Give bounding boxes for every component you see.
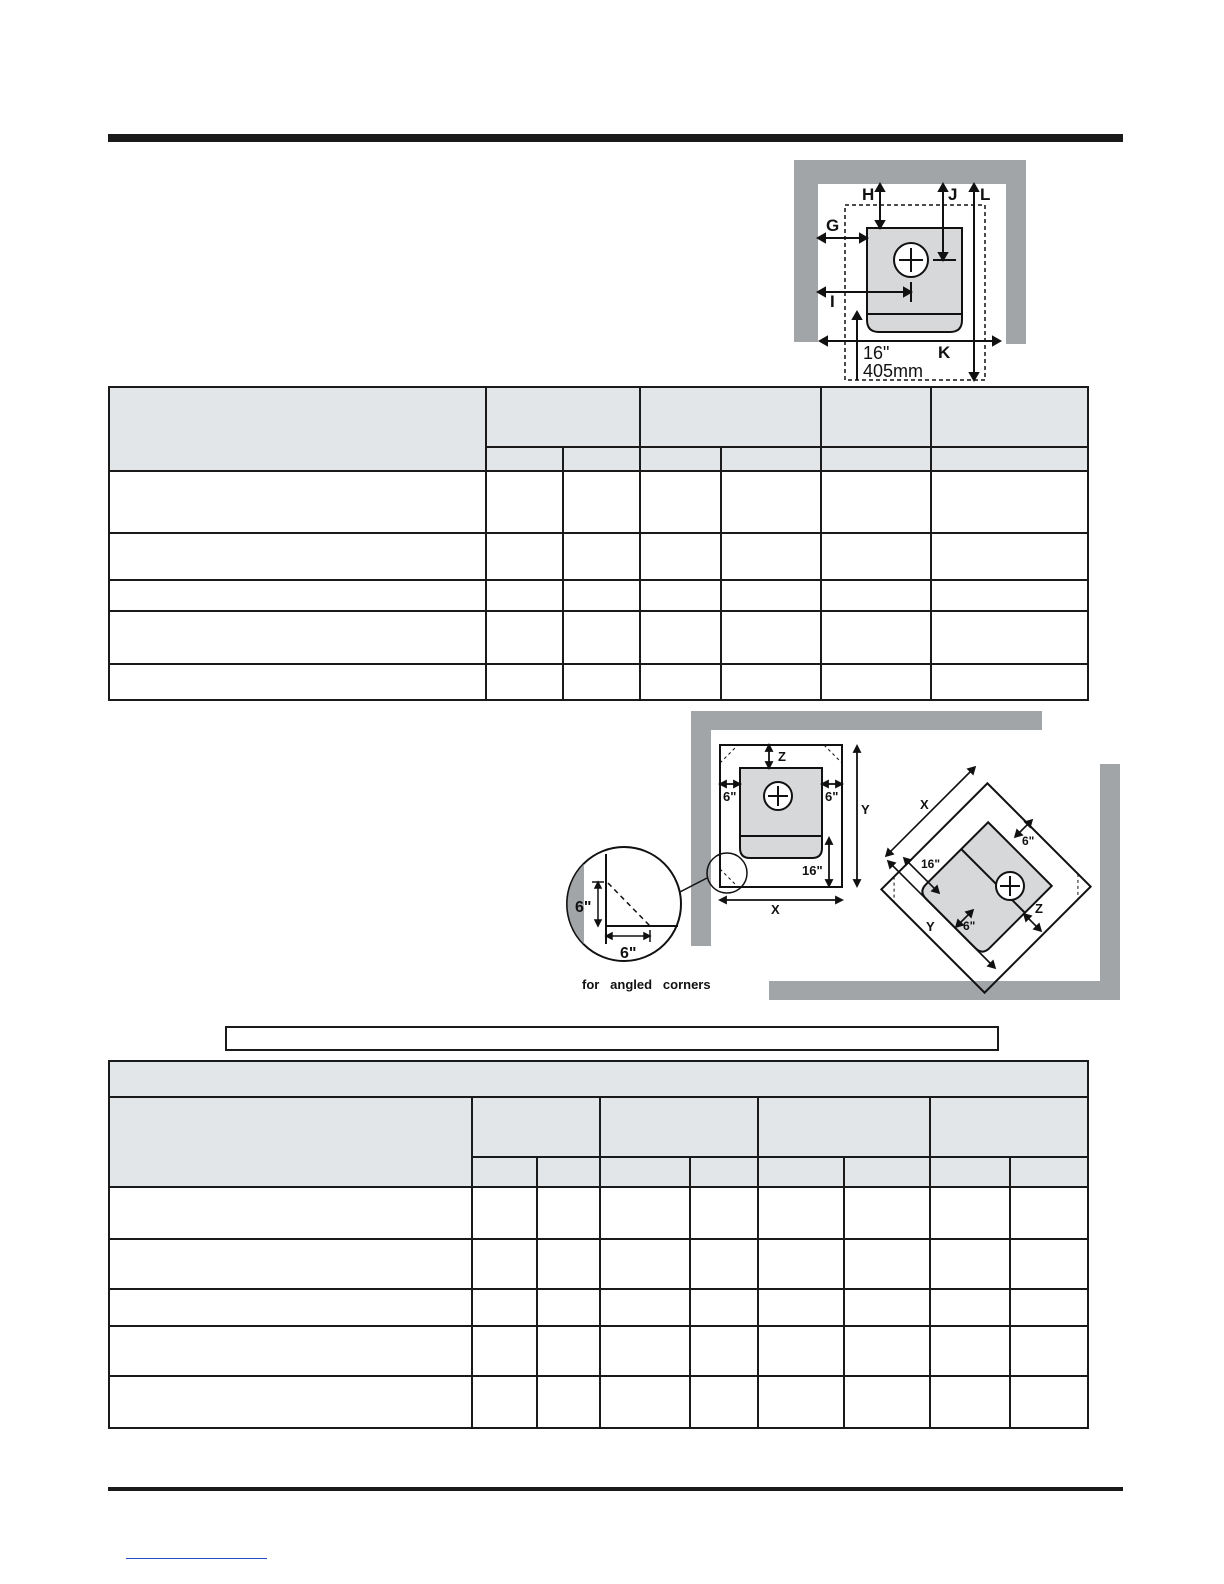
subheader-cell — [640, 447, 721, 471]
table-cell — [821, 611, 931, 664]
table-cell — [821, 664, 931, 700]
table-cell — [563, 664, 640, 700]
table-cell — [930, 1376, 1010, 1428]
table-cell — [690, 1376, 758, 1428]
label-z: Z — [778, 749, 786, 764]
table-cell — [1010, 1239, 1088, 1289]
table-cell — [537, 1187, 600, 1239]
label-6in-right: 6" — [825, 789, 839, 804]
label-16in: 16" — [863, 343, 890, 363]
subheader-cell — [600, 1157, 690, 1187]
table-cell — [472, 1187, 537, 1239]
table-cell — [930, 1239, 1010, 1289]
table-row — [109, 1187, 1088, 1239]
table-cell — [758, 1326, 844, 1376]
table-cell — [640, 533, 721, 580]
table-cell — [537, 1376, 600, 1428]
table-cell — [563, 580, 640, 611]
table-row — [109, 664, 1088, 700]
table-cell — [930, 1326, 1010, 1376]
table-row — [109, 1326, 1088, 1376]
table-cell — [821, 580, 931, 611]
table-cell — [563, 611, 640, 664]
header-cell — [758, 1097, 930, 1157]
label-rot-y: Y — [926, 919, 935, 934]
table-cell — [486, 664, 563, 700]
table-cell — [721, 580, 821, 611]
label-6in-left: 6" — [723, 789, 737, 804]
table-cell — [472, 1239, 537, 1289]
table-cell — [640, 611, 721, 664]
table-cell — [721, 471, 821, 533]
footer-link-underline[interactable] — [126, 1558, 267, 1559]
subheader-cell — [537, 1157, 600, 1187]
label-inset-6in-v: 6" — [575, 899, 592, 916]
table-cell — [690, 1187, 758, 1239]
table-row — [109, 1289, 1088, 1326]
table-cell — [472, 1289, 537, 1326]
table-cell — [109, 611, 486, 664]
table-cell — [109, 664, 486, 700]
clearance-table-1 — [108, 386, 1089, 701]
stove-shape — [867, 228, 962, 332]
subheader-cell — [721, 447, 821, 471]
header-cell — [109, 387, 486, 471]
table-cell — [109, 580, 486, 611]
header-cell — [486, 387, 640, 447]
table-cell — [931, 580, 1088, 611]
table-cell — [758, 1376, 844, 1428]
label-x: X — [771, 902, 780, 917]
top-rule — [108, 134, 1123, 142]
table-cell — [844, 1239, 930, 1289]
subheader-cell — [821, 447, 931, 471]
table-cell — [640, 471, 721, 533]
subheader-cell — [1010, 1157, 1088, 1187]
clearance-table-2 — [108, 1060, 1089, 1429]
table-cell — [472, 1376, 537, 1428]
table-cell — [600, 1289, 690, 1326]
table-cell — [640, 664, 721, 700]
table-cell — [600, 1376, 690, 1428]
table-row — [109, 1376, 1088, 1428]
table-title-box — [225, 1026, 999, 1051]
table-cell — [109, 471, 486, 533]
table-title-row — [109, 1061, 1088, 1097]
table-cell — [600, 1187, 690, 1239]
header-cell — [109, 1097, 472, 1187]
subheader-cell — [844, 1157, 930, 1187]
table-cell — [930, 1187, 1010, 1239]
table-cell — [931, 664, 1088, 700]
table-cell — [109, 1289, 472, 1326]
table-cell — [721, 533, 821, 580]
table-row — [109, 580, 1088, 611]
corner-clearance-diagram — [554, 708, 1124, 1008]
table-cell — [690, 1239, 758, 1289]
table-cell — [537, 1239, 600, 1289]
table-cell — [1010, 1326, 1088, 1376]
table-cell — [563, 533, 640, 580]
subheader-cell — [472, 1157, 537, 1187]
subheader-cell — [930, 1157, 1010, 1187]
table-cell — [931, 611, 1088, 664]
table-cell — [486, 533, 563, 580]
table-cell — [1010, 1187, 1088, 1239]
label-rot-6in-b: 6" — [963, 919, 976, 933]
bottom-rule — [108, 1487, 1123, 1491]
header-cell — [931, 387, 1088, 447]
header-cell — [930, 1097, 1088, 1157]
stove-rotated — [881, 783, 1090, 992]
table-cell — [563, 471, 640, 533]
table-cell — [109, 533, 486, 580]
table-cell — [486, 580, 563, 611]
stove-straight — [720, 745, 842, 887]
table-cell — [844, 1376, 930, 1428]
subheader-cell — [486, 447, 563, 471]
table-row — [109, 611, 1088, 664]
label-inset-6in-h: 6" — [620, 945, 637, 962]
table-row — [109, 471, 1088, 533]
label-rot-16in: 16" — [921, 857, 941, 871]
header-cell — [472, 1097, 600, 1157]
table-cell — [109, 1187, 472, 1239]
subheader-cell — [931, 447, 1088, 471]
header-cell — [640, 387, 821, 447]
table-cell — [931, 533, 1088, 580]
table-cell — [931, 471, 1088, 533]
subheader-cell — [690, 1157, 758, 1187]
clearance-diagram-top — [792, 158, 1032, 388]
subheader-cell — [758, 1157, 844, 1187]
label-g: G — [826, 216, 840, 235]
table-cell — [537, 1289, 600, 1326]
header-cell — [600, 1097, 758, 1157]
table-cell — [600, 1326, 690, 1376]
table-cell — [1010, 1376, 1088, 1428]
table-cell — [109, 1239, 472, 1289]
table-cell — [640, 580, 721, 611]
table-header-row — [109, 1097, 1088, 1157]
table-header-row — [109, 387, 1088, 447]
label-j: J — [948, 185, 958, 204]
header-cell — [109, 1061, 1088, 1097]
label-h: H — [862, 185, 875, 204]
table-row — [109, 533, 1088, 580]
table-cell — [821, 471, 931, 533]
table-cell — [486, 471, 563, 533]
rotated-flue — [996, 872, 1024, 900]
table-cell — [537, 1326, 600, 1376]
table-cell — [844, 1326, 930, 1376]
table-cell — [486, 611, 563, 664]
header-cell — [821, 387, 931, 447]
table-cell — [758, 1289, 844, 1326]
table-cell — [690, 1326, 758, 1376]
label-16in: 16" — [802, 863, 823, 878]
label-rot-6in-a: 6" — [1022, 834, 1035, 848]
table-cell — [758, 1187, 844, 1239]
label-k: K — [938, 343, 951, 362]
table-cell — [472, 1326, 537, 1376]
label-405mm: 405mm — [863, 361, 924, 381]
angled-corners-caption: for angled corners — [582, 977, 711, 992]
table-cell — [758, 1239, 844, 1289]
label-rot-x: X — [920, 797, 929, 812]
label-l: L — [980, 185, 991, 204]
table-cell — [109, 1326, 472, 1376]
label-rot-z: Z — [1035, 901, 1043, 916]
label-i: I — [830, 292, 835, 311]
table-cell — [844, 1289, 930, 1326]
label-y: Y — [861, 802, 870, 817]
table-cell — [821, 533, 931, 580]
table-row — [109, 1239, 1088, 1289]
table-cell — [930, 1289, 1010, 1326]
table-cell — [600, 1239, 690, 1289]
table-cell — [1010, 1289, 1088, 1326]
subheader-cell — [563, 447, 640, 471]
table-cell — [721, 611, 821, 664]
table-cell — [690, 1289, 758, 1326]
table-cell — [721, 664, 821, 700]
table-cell — [109, 1376, 472, 1428]
table-cell — [844, 1187, 930, 1239]
